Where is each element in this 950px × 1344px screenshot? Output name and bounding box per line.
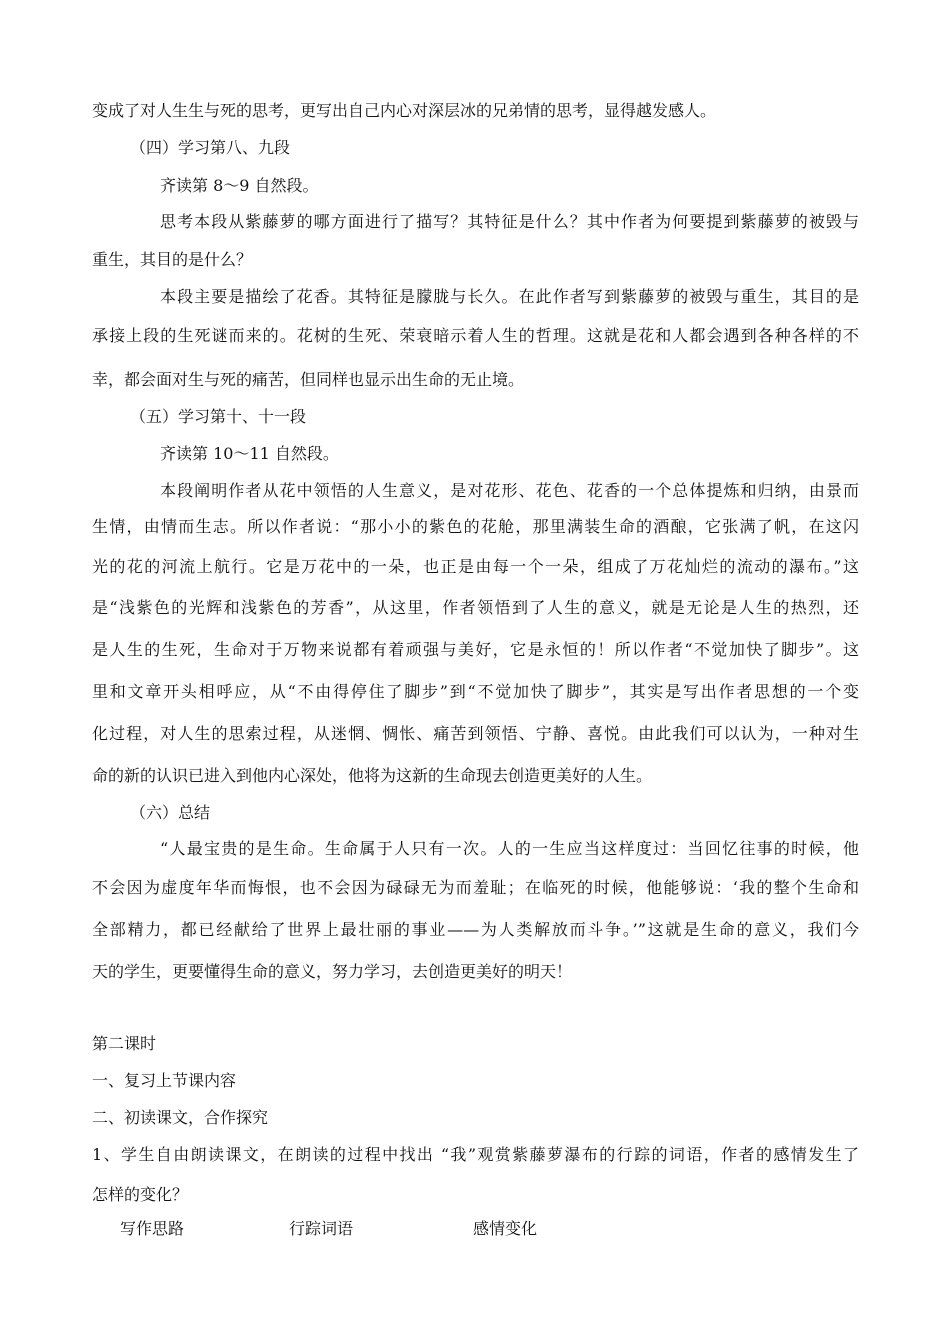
quote-line: 全部精力，都已经献给了世界上最壮丽的事业——为人类解放而斗争。’”这就是生命的意义，我们今 bbox=[92, 920, 859, 939]
quote-line: “人最宝贵的是生命。生命属于人只有一次。人的一生应当这样度过：当回忆往事的时候，他 bbox=[160, 839, 859, 858]
paragraph-line: 里和文章开头相呼应，从“不由得停住了脚步”到“不觉加快了脚步”，其实是写出作者思想的一个变 bbox=[92, 682, 859, 701]
paragraph-line: 是“浅紫色的光辉和浅紫色的芳香”，从这里，作者领悟到了人生的意义，就是无论是人生的热烈，还 bbox=[92, 598, 859, 617]
section-heading-6: （六）总结 bbox=[130, 803, 211, 822]
paragraph-line: 天的学生，更要懂得生命的意义，努力学习，去创造更美好的明天！ bbox=[92, 962, 573, 981]
paragraph-line: 命的新的认识已进入到他内心深处，他将为这新的生命现去创造更美好的人生。 bbox=[92, 766, 653, 785]
table-header-emotion-change: 感情变化 bbox=[473, 1219, 538, 1238]
paragraph-line: 是人生的生死，生命对于万物来说都有着顽强与美好，它是永恒的！所以作者“不觉加快了脚步”。这 bbox=[92, 640, 859, 659]
paragraph-line: 化过程，对人生的思索过程，从迷惘、惆怅、痛苦到领悟、宁静、喜悦。由此我们可以认为，一种对生 bbox=[92, 724, 859, 743]
paragraph-line: 齐读第 10～11 自然段。 bbox=[160, 444, 339, 463]
task-line: 1、学生自由朗读课文，在朗读的过程中找出 “我”观赏紫藤萝瀑布的行踪的词语，作者的感情发生了 bbox=[92, 1145, 859, 1164]
table-header-route-words: 行踪词语 bbox=[289, 1219, 354, 1238]
quote-line: 不会因为虚度年华而悔恨，也不会因为碌碌无为而羞耻；在临死的时候，他能够说：‘我的整个生命和 bbox=[92, 878, 859, 897]
step-heading: 一、复习上节课内容 bbox=[92, 1071, 237, 1090]
paragraph-line: 光的花的河流上航行。它是万花中的一朵，也正是由每一个一朵，组成了万花灿烂的流动的瀑布。”这 bbox=[92, 557, 859, 576]
lesson-title: 第二课时 bbox=[92, 1034, 157, 1053]
paragraph-line: 齐读第 8～9 自然段。 bbox=[160, 176, 319, 195]
paragraph-line: 变成了对人生生与死的思考，更写出自己内心对深层冰的兄弟情的思考，显得越发感人。 bbox=[92, 101, 717, 120]
table-header-writing-approach: 写作思路 bbox=[120, 1219, 185, 1238]
paragraph-line: 本段主要是描绘了花香。其特征是朦胧与长久。在此作者写到紫藤萝的被毁与重生，其目的是 bbox=[160, 287, 859, 306]
section-heading-4: （四）学习第八、九段 bbox=[130, 138, 291, 157]
paragraph-line: 本段阐明作者从花中领悟的人生意义，是对花形、花色、花香的一个总体提炼和归纳，由景而 bbox=[160, 481, 859, 500]
paragraph-line: 思考本段从紫藤萝的哪方面进行了描写？其特征是什么？其中作者为何要提到紫藤萝的被毁与 bbox=[160, 212, 859, 231]
paragraph-line: 承接上段的生死谜而来的。花树的生死、荣衰暗示着人生的哲理。这就是花和人都会遇到各种各样的不 bbox=[92, 326, 859, 345]
paragraph-line: 重生，其目的是什么？ bbox=[92, 250, 253, 269]
step-heading: 二、初读课文，合作探究 bbox=[92, 1108, 269, 1127]
paragraph-line: 生情，由情而生志。所以作者说：“那小小的紫色的花舱，那里满装生命的酒酿，它张满了帆，在这闪 bbox=[92, 517, 859, 536]
section-heading-5: （五）学习第十、十一段 bbox=[130, 407, 307, 426]
task-line: 怎样的变化？ bbox=[92, 1185, 189, 1204]
paragraph-line: 幸，都会面对生与死的痛苦，但同样也显示出生命的无止境。 bbox=[92, 370, 525, 389]
